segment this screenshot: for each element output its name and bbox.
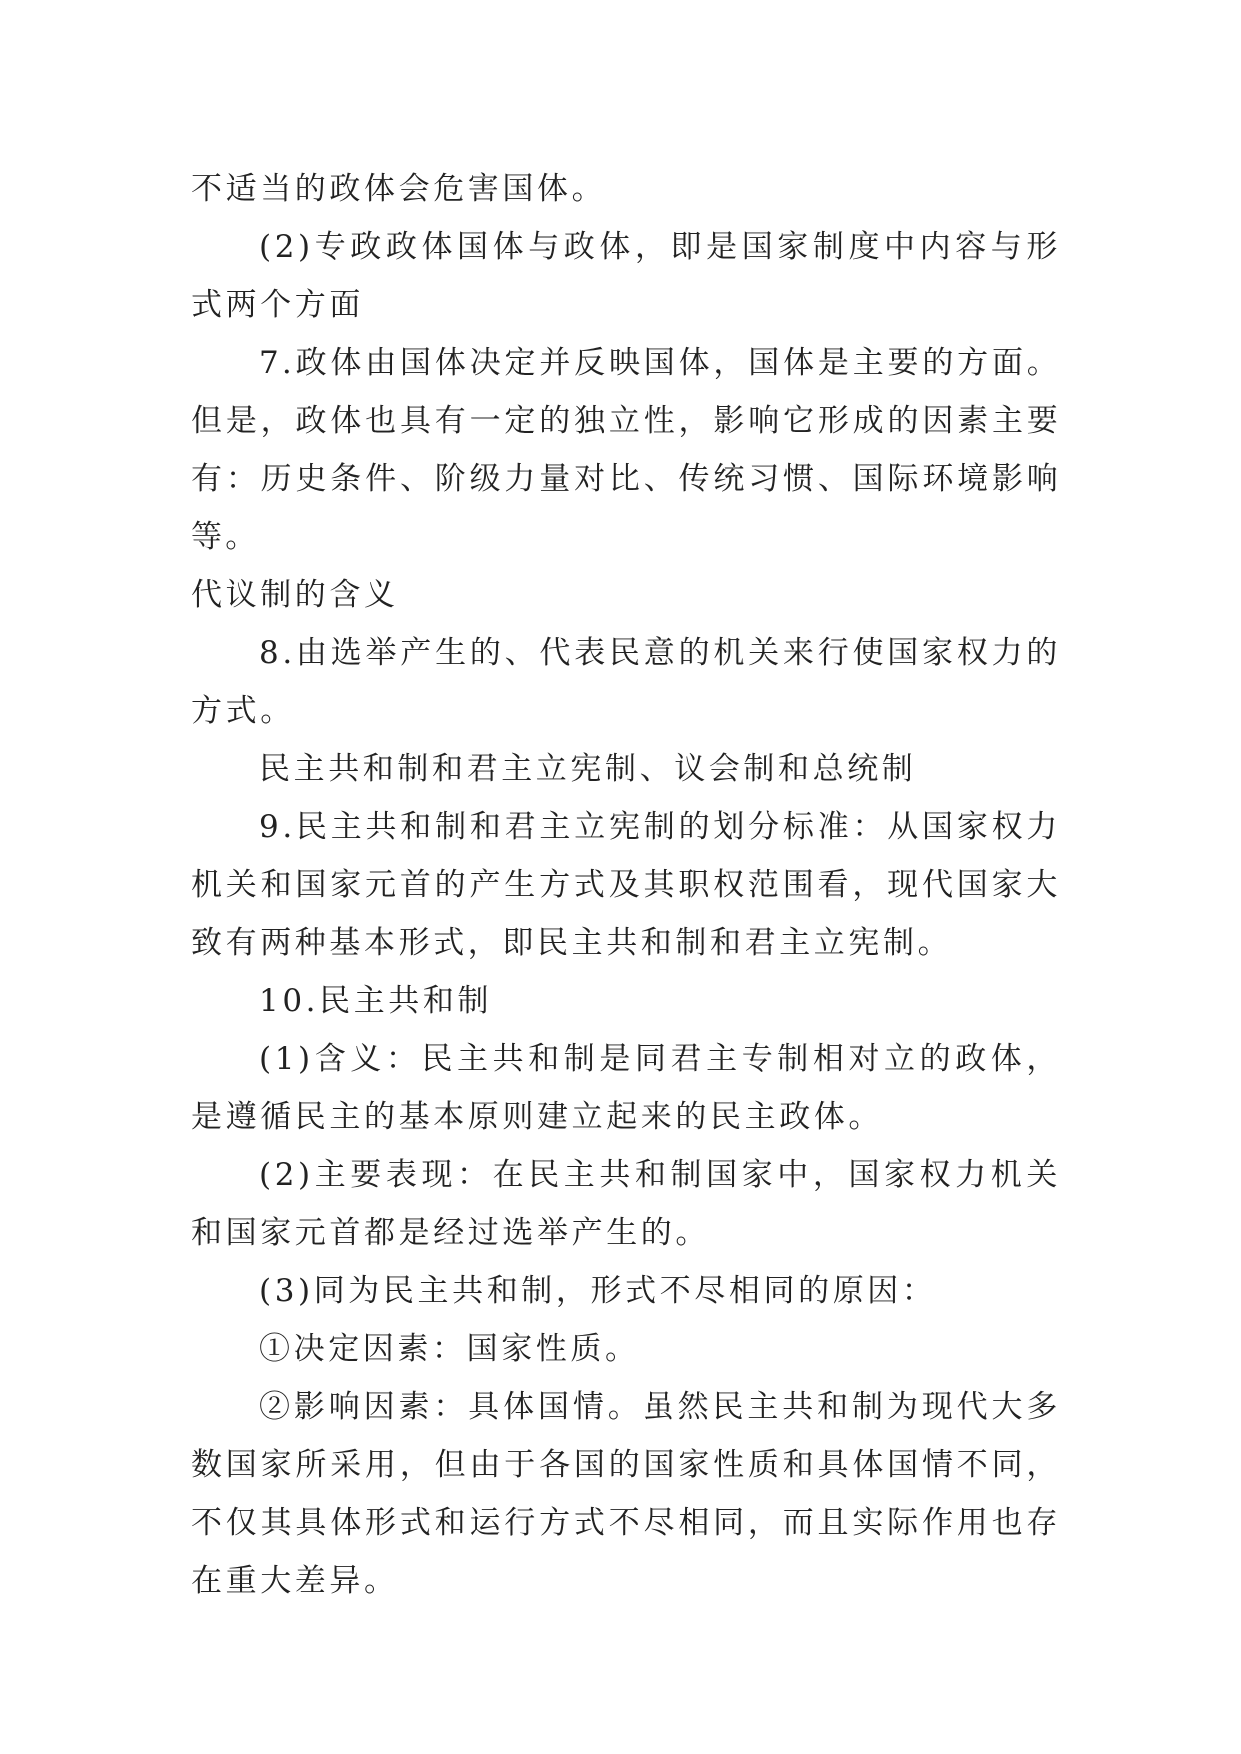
paragraph-11: (3)同为民主共和制，形式不尽相同的原因：	[259, 1273, 937, 1309]
paragraph-4: 代议制的含义	[191, 577, 399, 613]
paragraph-9: (1)含义：民主共和制是同君主专制相对立的政体，是遵循民主的基本原则建立起来的民主政体。	[191, 1041, 1061, 1135]
paragraph-12: ①决定因素：国家性质。	[259, 1331, 640, 1367]
paragraph-1: 不适当的政体会危害国体。	[191, 171, 607, 207]
paragraph-2: (2)专政政体国体与政体，即是国家制度中内容与形式两个方面	[191, 229, 1061, 323]
paragraph-7: 9.民主共和制和君主立宪制的划分标准：从国家权力机关和国家元首的产生方式及其职权范围看，现代国家大致有两种基本形式，即民主共和制和君主立宪制。	[191, 809, 1061, 961]
paragraph-8: 10.民主共和制	[259, 983, 493, 1019]
document-body	[191, 160, 1061, 1610]
paragraph-10: (2)主要表现：在民主共和制国家中，国家权力机关和国家元首都是经过选举产生的。	[191, 1157, 1061, 1251]
paragraph-6: 民主共和制和君主立宪制、议会制和总统制	[259, 751, 917, 787]
paragraph-5: 8.由选举产生的、代表民意的机关来行使国家权力的方式。	[191, 635, 1061, 729]
paragraph-3: 7.政体由国体决定并反映国体，国体是主要的方面。但是，政体也具有一定的独立性，影响它形成的因素主要有：历史条件、阶级力量对比、传统习惯、国际环境影响等。	[191, 345, 1061, 555]
paragraph-13: ②影响因素：具体国情。虽然民主共和制为现代大多数国家所采用，但由于各国的国家性质和具体国情不同，不仅其具体形式和运行方式不尽相同，而且实际作用也存在重大差异。	[191, 1389, 1061, 1599]
